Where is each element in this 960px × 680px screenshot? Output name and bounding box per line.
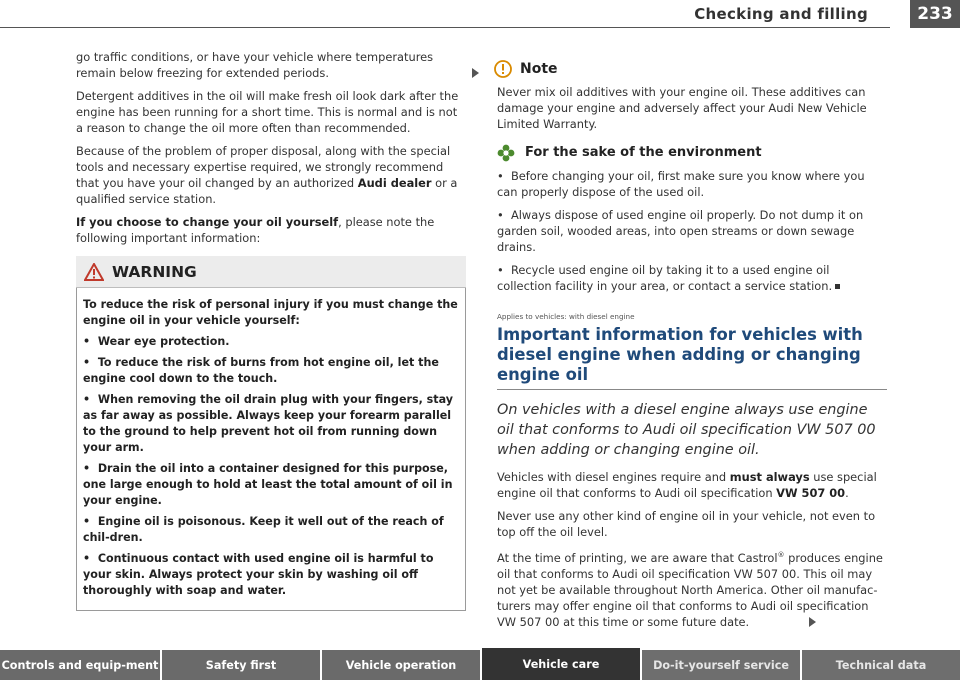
continue-arrow-icon xyxy=(809,617,816,627)
paragraph: Vehicles with diesel engines require and must always use special engine oil that conforms to Audi oil specification VW 507 00. xyxy=(497,470,877,500)
section-intro: On vehicles with a diesel engine always use engine oil that conforms to Audi oil specification VW 507 00 when adding or changing engine oil. xyxy=(497,402,876,458)
warning-item: • To reduce the risk of burns from hot engine oil, let the engine cool down to the touch. xyxy=(83,356,439,385)
environment-item: • Always dispose of used engine oil properly. Do not dump it on garden soil, wooded areas, into open streams or down sewage drains. xyxy=(497,208,864,254)
environment-item: • Recycle used engine oil by taking it to a used engine oil collection facility in your area, or contact a service station. xyxy=(497,262,887,294)
flower-icon xyxy=(497,144,515,162)
right-column xyxy=(497,60,887,637)
warning-item: • Continuous contact with used engine oil is harmful to your skin. Always protect your skin by washing oil off thoroughly with soap and water. xyxy=(83,552,434,597)
exclamation-circle-icon xyxy=(494,60,512,78)
applies-to-label: Applies to vehicles: with diesel engine xyxy=(497,312,635,321)
environment-title: For the sake of the environment xyxy=(525,145,762,160)
footer-tab-diy-service[interactable]: Do-it-yourself service xyxy=(642,650,800,680)
footer-tab-technical-data[interactable]: Technical data xyxy=(802,650,960,680)
left-column xyxy=(76,49,466,611)
page-number: 233 xyxy=(910,0,960,28)
warning-body xyxy=(76,288,466,611)
paragraph: Detergent additives in the oil will make fresh oil look dark after the engine has been running for a short time. This is normal and is not a reason to change the oil more often than recommended. xyxy=(76,89,459,135)
warning-header xyxy=(76,256,466,288)
footer-tab-vehicle-care[interactable]: Vehicle care xyxy=(482,648,640,680)
warning-title: WARNING xyxy=(112,262,197,281)
note-title: Note xyxy=(520,61,558,77)
footer-tab-controls[interactable]: Controls and equip-ment xyxy=(0,650,160,680)
note-header xyxy=(494,60,887,78)
section-title: Important information for vehicles with diesel engine when adding or changing engine oil xyxy=(497,325,887,390)
warning-box xyxy=(76,256,466,611)
warning-item: • Drain the oil into a container designed for this purpose, one large enough to hold at least the total amount of oil in your engine. xyxy=(83,462,453,507)
environment-header xyxy=(497,144,887,162)
warning-item: • Engine oil is poisonous. Keep it well out of the reach of chil-dren. xyxy=(83,515,444,544)
footer-tab-safety[interactable]: Safety first xyxy=(162,650,320,680)
paragraph: At the time of printing, we are aware that Castrol® produces engine oil that conforms to Audi oil specification VW 507 00. This oil may not yet be available throughout North America. Other oil manufac-turers may offer engine oil that conforms to Audi oil specification VW 507 00 at this time or some future date. xyxy=(497,550,883,629)
environment-item: • Before changing your oil, first make sure you know where you can properly dispose of the used oil. xyxy=(497,169,865,199)
footer-tab-vehicle-operation[interactable]: Vehicle operation xyxy=(322,650,480,680)
paragraph: Because of the problem of proper disposal, along with the special tools and necessary expertise required, we strongly recommend that you have your oil changed by an authorized Audi dealer or a qualified service station. xyxy=(76,144,458,206)
paragraph: If you choose to change your oil yourself, please note the following important information: xyxy=(76,215,435,245)
page-header-title: Checking and filling xyxy=(694,5,868,23)
header-rule xyxy=(0,27,890,28)
paragraph: go traffic conditions, or have your vehicle where temperatures remain below freezing for extended periods. xyxy=(76,50,434,80)
warning-item: • Wear eye protection. xyxy=(83,335,230,348)
note-text: Never mix oil additives with your engine oil. These additives can damage your engine and adversely affect your Audi New Vehicle Limited Warranty. xyxy=(497,85,867,131)
paragraph: Never use any other kind of engine oil in your vehicle, not even to top off the oil level. xyxy=(497,509,876,539)
continue-arrow-icon xyxy=(472,68,479,78)
end-of-section-icon xyxy=(835,284,840,289)
warning-intro: To reduce the risk of personal injury if you must change the engine oil in your vehicle yourself: xyxy=(83,298,458,327)
warning-item: • When removing the oil drain plug with your fingers, stay as far away as possible. Always keep your forearm parallel to the ground to help prevent hot oil from running down your arm. xyxy=(83,393,453,454)
warning-triangle-icon xyxy=(84,263,104,281)
